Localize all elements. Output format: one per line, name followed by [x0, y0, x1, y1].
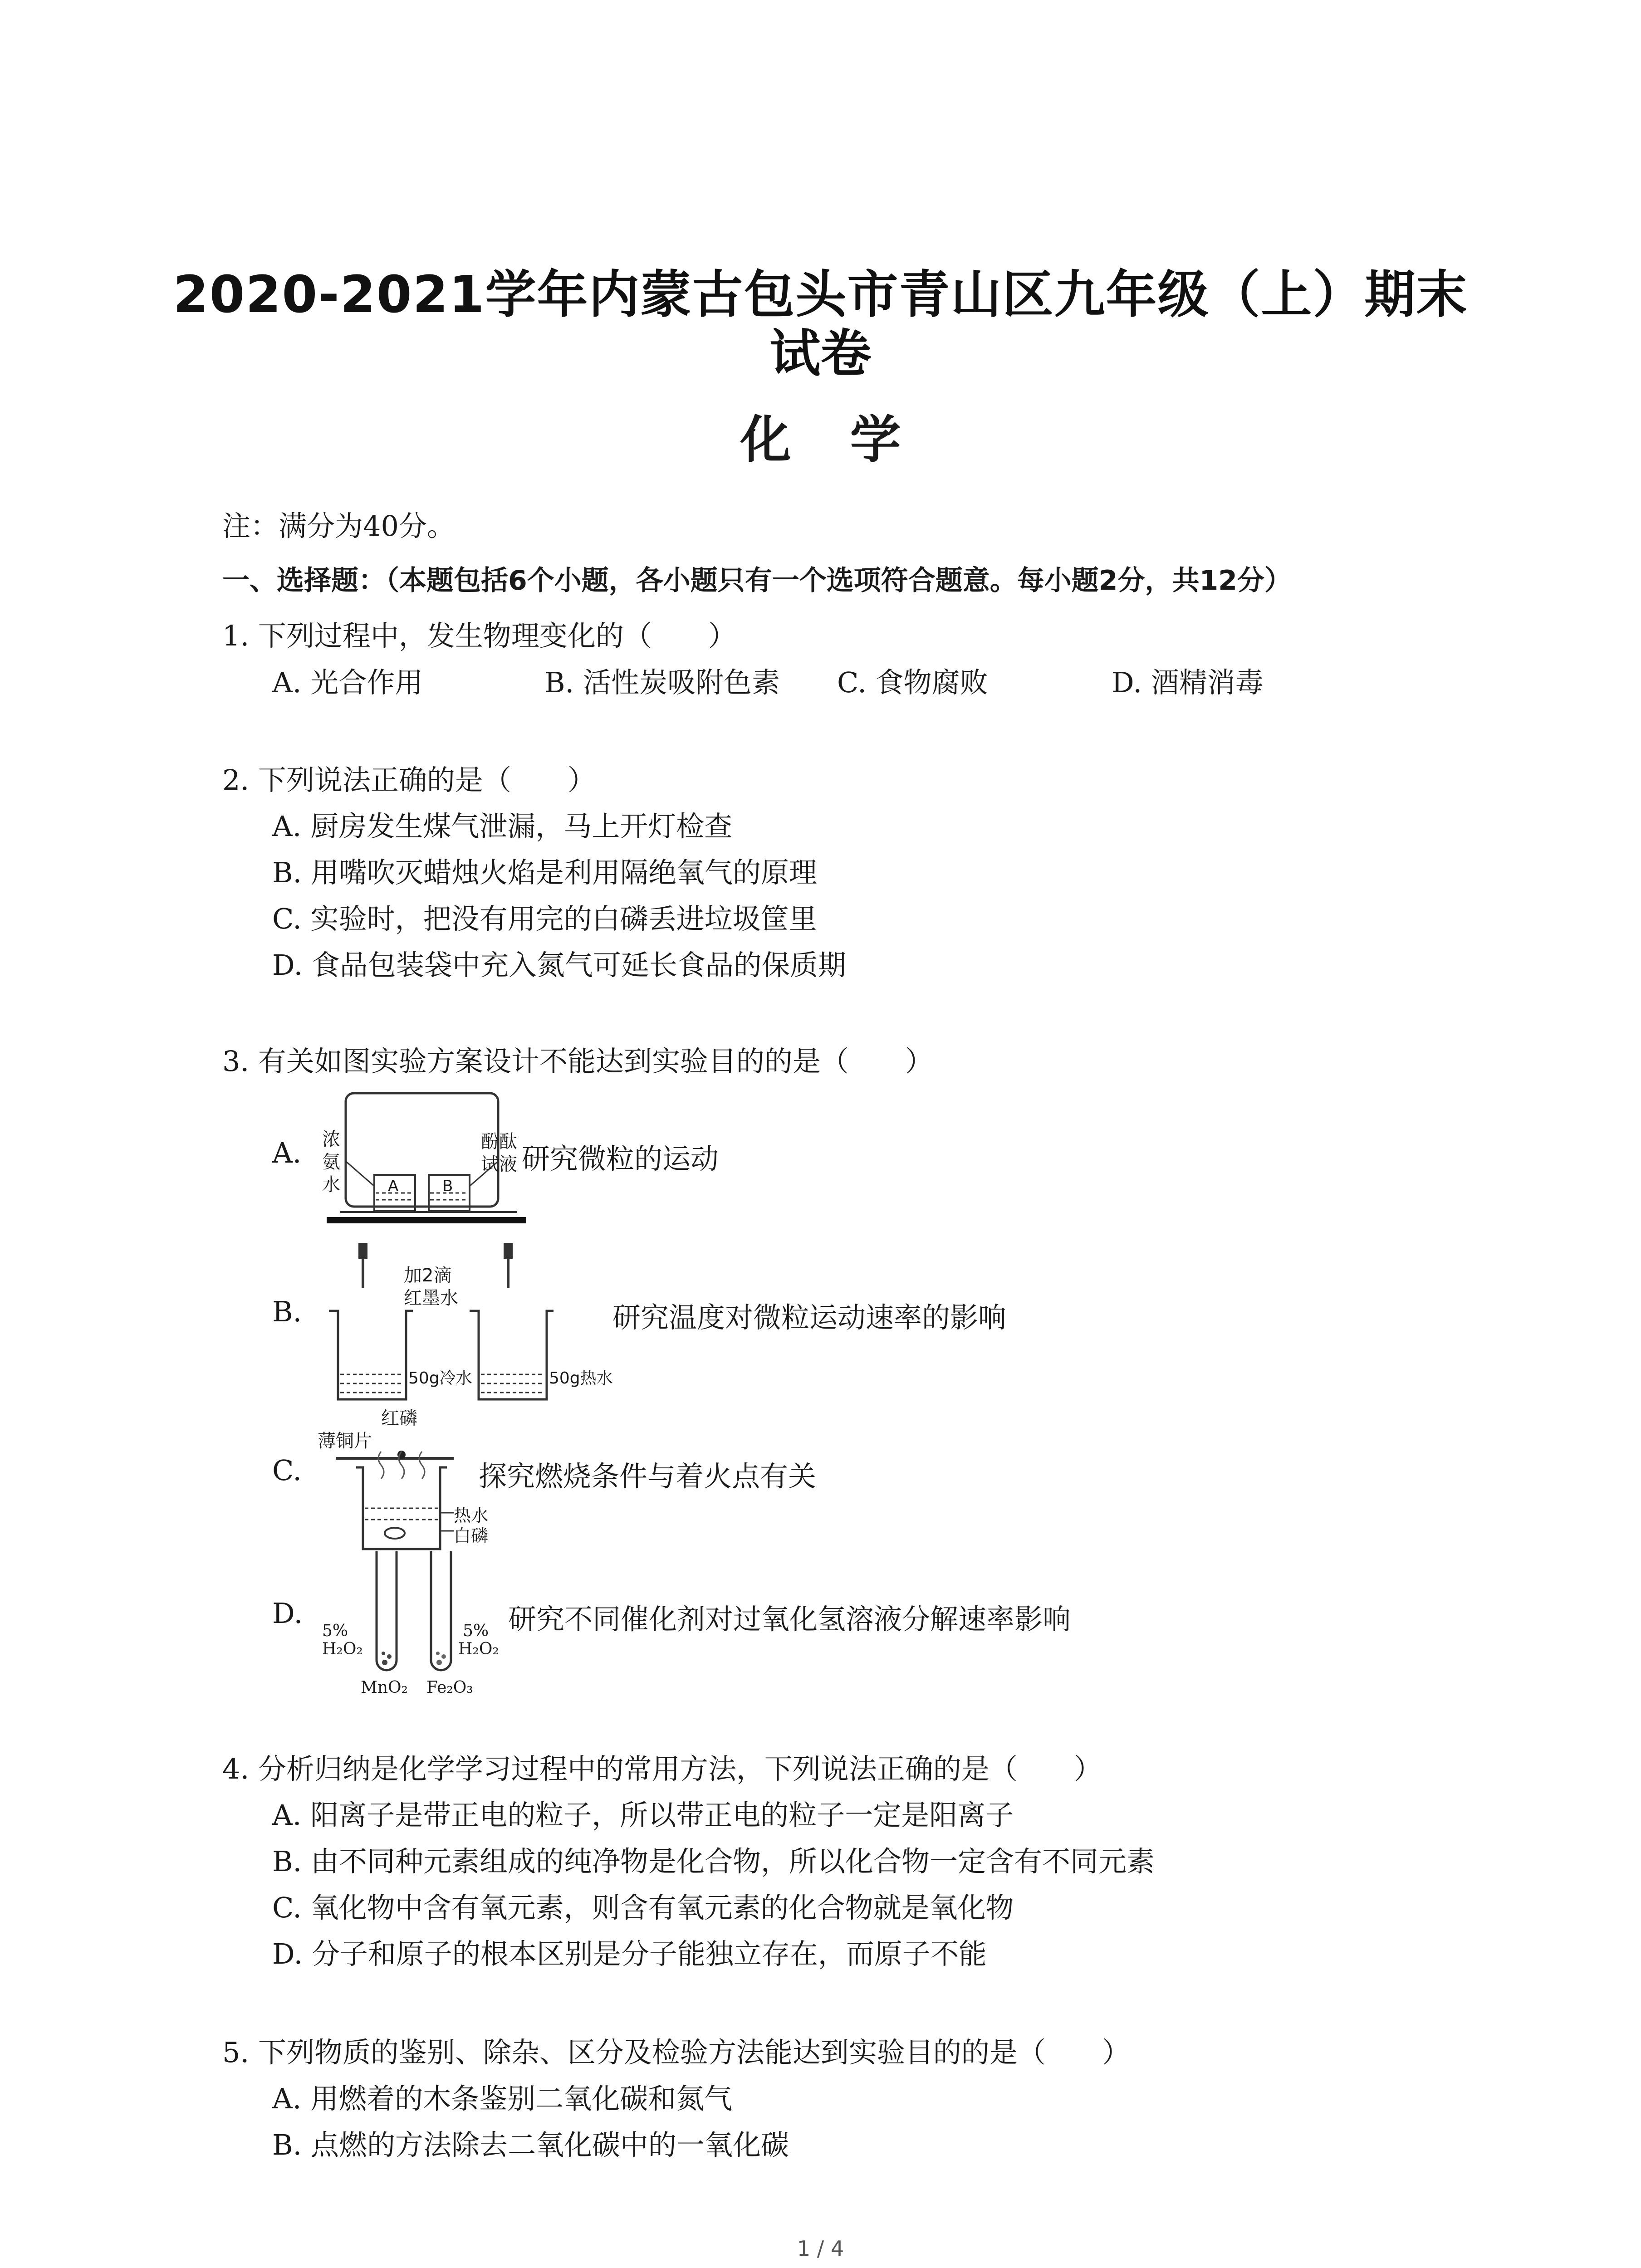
q4-stem: 4. 分析归纳是化学学习过程中的常用方法，下列说法正确的是（ ） [222, 1752, 1102, 1785]
fig-d-fe2o3-label: Fe₂O₃ [426, 1678, 473, 1697]
exam-title-line1: 2020-2021学年内蒙古包头市青山区九年级（上）期末 [173, 265, 1468, 324]
beaker-a-label: A [388, 1177, 399, 1195]
fig-d-h2o2-left: H₂O₂ [322, 1640, 363, 1658]
q1-option-d: D. 酒精消毒 [1112, 666, 1264, 699]
q4-option-c: C. 氧化物中含有氧元素，则含有氧元素的化合物就是氧化物 [272, 1891, 1014, 1924]
q5-option-b: B. 点燃的方法除去二氧化碳中的一氧化碳 [272, 2128, 789, 2161]
fig-b-drop-label: 加2滴 [404, 1265, 452, 1286]
q3-option-d-letter: D. [272, 1597, 303, 1630]
q2-option-b: B. 用嘴吹灭蜡烛火焰是利用隔绝氧气的原理 [272, 856, 817, 889]
q2-option-a: A. 厨房发生煤气泄漏，马上开灯检查 [272, 810, 733, 843]
exam-title-line2: 试卷 [769, 324, 872, 383]
q4-option-d: D. 分子和原子的根本区别是分子能独立存在，而原子不能 [272, 1937, 987, 1970]
q3-option-c-desc: 探究燃烧条件与着火点有关 [479, 1460, 817, 1493]
red-ink-beakers-figure [327, 1243, 617, 1406]
q2-stem: 2. 下列说法正确的是（ ） [222, 763, 596, 797]
ammonia-bell-jar-figure [318, 1084, 535, 1238]
q2-option-d: D. 食品包装袋中充入氮气可延长食品的保质期 [272, 948, 846, 982]
q3-option-a-desc: 研究微粒的运动 [522, 1142, 719, 1175]
score-note: 注：满分为40分。 [222, 509, 455, 543]
q1-option-b: B. 活性炭吸附色素 [544, 666, 780, 699]
section-heading: 一、选择题：（本题包括6个小题，各小题只有一个选项符合题意。每小题2分，共12分） [222, 565, 1292, 596]
fig-d-mno2-label: MnO₂ [361, 1678, 408, 1697]
q3-option-c-letter: C. [272, 1454, 302, 1487]
fig-c-red-p-label: 红磷 [381, 1408, 417, 1429]
page-number: 1 / 4 [797, 2236, 844, 2261]
q3-stem: 3. 有关如图实验方案设计不能达到实验目的的是（ ） [222, 1045, 933, 1078]
subject-title: 化学 [740, 411, 960, 469]
fig-c-white-p-label: 白磷 [454, 1526, 489, 1546]
fig-b-ink-label: 红墨水 [404, 1288, 458, 1309]
fig-c-copper-label: 薄铜片 [318, 1431, 372, 1452]
q5-option-a: A. 用燃着的木条鉴别二氧化碳和氮气 [272, 2082, 733, 2115]
fig-a-label-solution: 试液 [481, 1154, 517, 1175]
fig-b-hot-label: 50g热水 [549, 1369, 613, 1388]
q4-option-a: A. 阳离子是带正电的粒子，所以带正电的粒子一定是阳离子 [272, 1799, 1014, 1832]
q3-option-b-letter: B. [272, 1295, 302, 1328]
q3-option-d-desc: 研究不同催化剂对过氧化氢溶液分解速率影响 [508, 1603, 1071, 1636]
fig-c-hot-water-label: 热水 [454, 1505, 489, 1525]
q5-stem: 5. 下列物质的鉴别、除杂、区分及检验方法能达到实验目的的是（ ） [222, 2036, 1130, 2069]
fig-a-label-phenol: 酚酞 [481, 1131, 517, 1152]
catalyst-tubes-figure [318, 1551, 517, 1701]
q3-option-b-desc: 研究温度对微粒运动速率的影响 [612, 1301, 1007, 1334]
fig-a-label-2: 氨 [322, 1152, 340, 1173]
beaker-b-label: B [442, 1177, 453, 1195]
q1-stem: 1. 下列过程中，发生物理变化的（ ） [222, 619, 736, 652]
fig-a-label-1: 浓 [322, 1129, 340, 1150]
fig-b-cold-label: 50g冷水 [408, 1369, 472, 1388]
fig-d-pct-left: 5% [322, 1622, 348, 1640]
fig-d-pct-right: 5% [463, 1622, 489, 1640]
q1-option-c: C. 食物腐败 [837, 666, 988, 699]
q3-option-a-letter: A. [272, 1136, 302, 1169]
q4-option-b: B. 由不同种元素组成的纯净物是化合物，所以化合物一定含有不同元素 [272, 1845, 1155, 1878]
q1-option-a: A. 光合作用 [272, 666, 423, 699]
fig-d-h2o2-right: H₂O₂ [458, 1640, 499, 1658]
fig-a-label-3: 水 [322, 1174, 340, 1195]
q2-option-c: C. 实验时，把没有用完的白磷丢进垃圾筐里 [272, 902, 817, 935]
